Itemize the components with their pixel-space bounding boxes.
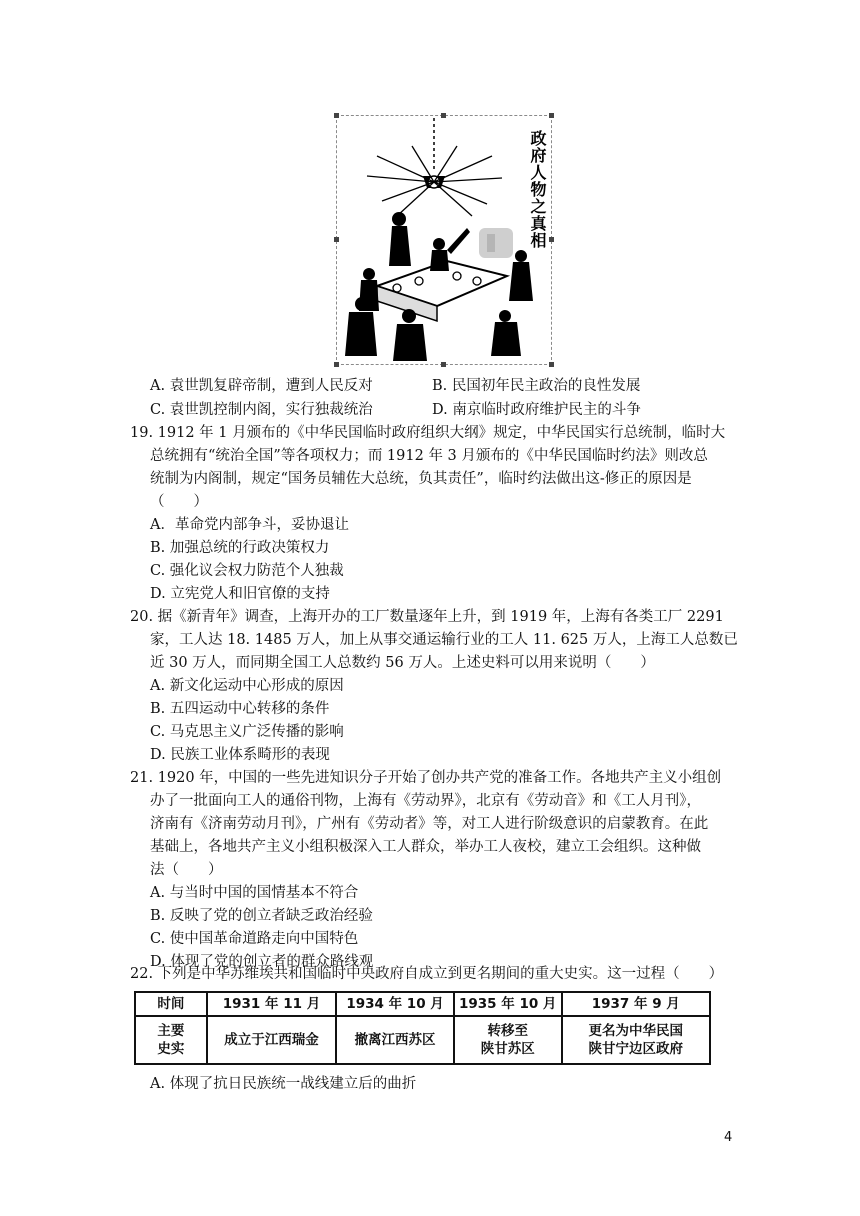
q22-stem-line-1: 22. 下列是中华苏维埃共和国临时中央政府自成立到更名期间的重大史实。这一过程（ ） <box>130 966 724 982</box>
page-number: 4 <box>724 1130 733 1145</box>
cell-line: 陕甘苏区 <box>480 1041 535 1057</box>
q19-option-a: A．革命党内部争斗，妥协退让 <box>150 517 349 533</box>
cell-line: 更名为中华民国 <box>588 1023 684 1039</box>
q21-stem-line-5: 法（ ） <box>150 862 223 878</box>
political-cartoon-figure[interactable] <box>336 115 552 365</box>
q19-answer-blank: （ ） <box>150 494 208 510</box>
table-header-cell: 1937 年 9 月 <box>562 992 710 1016</box>
q22-option-a: A. 体现了抗日民族统一战线建立后的曲折 <box>150 1076 417 1092</box>
q20-option-a: A. 新文化运动中心形成的原因 <box>150 678 344 694</box>
row-label-line: 主要 <box>157 1023 185 1039</box>
q21-option-c: C. 使中国革命道路走向中国特色 <box>150 931 359 947</box>
history-facts-table <box>134 991 711 1065</box>
cartoon-drawing <box>337 116 551 364</box>
q20-option-c: C. 马克思主义广泛传播的影响 <box>150 724 344 740</box>
q20-stem-line-1: 20. 据《新青年》调查，上海开办的工厂数量逐年上升，到 1919 年，上海有各类工厂 2291 <box>130 609 724 625</box>
q21-stem-line-4: 基础上，各地共产主义小组积极深入工人群众，举办工人夜校，建立工会组织。这种做 <box>150 839 701 855</box>
q21-stem-line-2: 办了一批面向工人的通俗刊物，上海有《劳动界》，北京有《劳动音》和《工人月刊》， <box>150 793 701 809</box>
table-cell <box>454 1016 562 1064</box>
table-cell <box>562 1016 710 1064</box>
table-header-cell: 1935 年 10 月 <box>454 992 562 1016</box>
q18-option-d: D. 南京临时政府维护民主的斗争 <box>432 402 641 418</box>
q18-option-c: C. 袁世凯控制内阁，实行独裁统治 <box>150 402 373 418</box>
q19-option-c: C. 强化议会权力防范个人独裁 <box>150 563 344 579</box>
table-cell: 成立于江西瑞金 <box>207 1016 337 1064</box>
q20-stem-line-3: 近 30 万人，而同期全国工人总数约 56 万人。上述史料可以用来说明（ ） <box>150 655 655 671</box>
q19-stem-line-1: 19. 1912 年 1 月颁布的《中华民国临时政府组织大纲》规定，中华民国实行总统制，临时大 <box>130 425 726 441</box>
table-header-cell: 1931 年 11 月 <box>207 992 337 1016</box>
q19-option-d: D. 立宪党人和旧官僚的支持 <box>150 586 330 602</box>
q21-stem-line-3: 济南有《济南劳动月刊》，广州有《劳动者》等，对工人进行阶级意识的启蒙教育。在此 <box>150 816 709 832</box>
q20-stem-line-2: 家，工人达 18. 1485 万人，加上从事交通运输行业的工人 11. 625 万人，上海工人总数已 <box>150 632 738 648</box>
q19-option-b: B. 加强总统的行政决策权力 <box>150 540 330 556</box>
q19-stem-line-3: 统制为内阁制，规定“国务员辅佐大总统，负其责任”，临时约法做出这-修正的原因是 <box>150 471 692 487</box>
table-header-cell: 时间 <box>135 992 207 1016</box>
q18-option-b: B. 民国初年民主政治的良性发展 <box>432 378 641 394</box>
q21-option-d: D. 体现了党的创立者的群众路线观 <box>150 954 374 970</box>
q18-option-a: A. 袁世凯复辟帝制，遭到人民反对 <box>150 378 373 394</box>
q21-option-a: A. 与当时中国的国情基本不符合 <box>150 885 359 901</box>
cell-line: 陕甘宁边区政府 <box>588 1041 684 1057</box>
table-row-label <box>135 1016 207 1064</box>
q21-option-b: B. 反映了党的创立者缺乏政治经验 <box>150 908 373 924</box>
table-cell: 撤离江西苏区 <box>336 1016 454 1064</box>
q20-option-b: B. 五四运动中心转移的条件 <box>150 701 330 717</box>
cell-line: 转移至 <box>487 1023 528 1039</box>
q21-stem-line-1: 21. 1920 年，中国的一些先进知识分子开始了创办共产党的准备工作。各地共产主义小组创 <box>130 770 722 786</box>
row-label-line: 史实 <box>157 1041 185 1057</box>
table-header-cell: 1934 年 10 月 <box>336 992 454 1016</box>
cartoon-caption: 政府人物之真相 <box>528 130 547 249</box>
q19-stem-line-2: 总统拥有“统治全国”等各项权力；而 1912 年 3 月颁布的《中华民国临时约法》则改总 <box>150 448 708 464</box>
q20-option-d: D. 民族工业体系畸形的表现 <box>150 747 330 763</box>
